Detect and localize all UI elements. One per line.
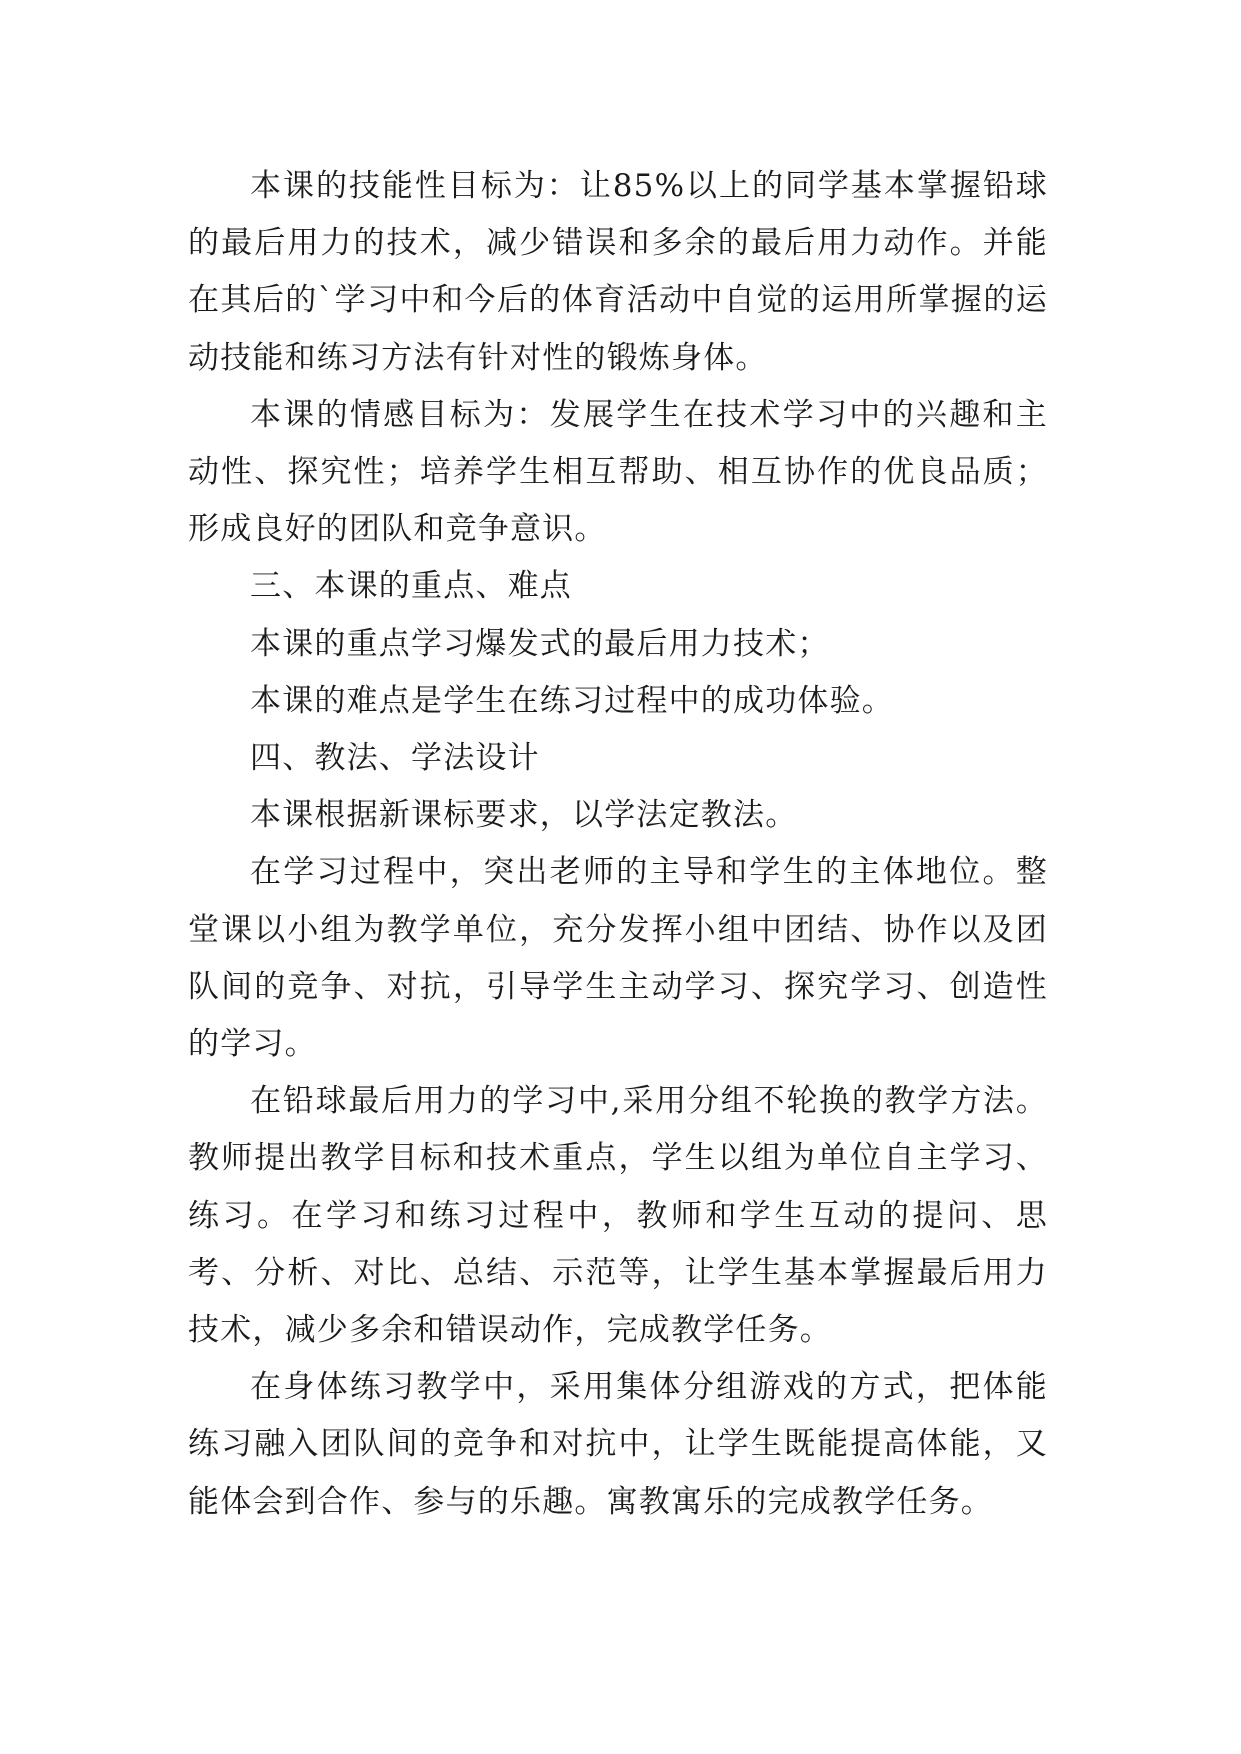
paragraph-curriculum-basis: 本课根据新课标要求，以学法定教法。 — [250, 797, 798, 834]
paragraph-key-point: 本课的重点学习爆发式的最后用力技术； — [250, 625, 830, 662]
paragraph-emotional-objective: 本课的情感目标为：发展学生在技术学习中的兴趣和主动性、探究性；培养学生相互帮助、相互协作的优良品质；形成良好的团队和竞争意识。 — [188, 396, 1048, 548]
paragraph-physical-training: 在身体练习教学中，采用集体分组游戏的方式，把体能练习融入团队间的竞争和对抗中，让学生既能提高体能，又能体会到合作、参与的乐趣。寓教寓乐的完成教学任务。 — [188, 1369, 1048, 1520]
paragraph-shot-put-method: 在铅球最后用力的学习中,采用分组不轮换的教学方法。教师提出教学目标和技术重点，学生以组为单位自主学习、练习。在学习和练习过程中，教师和学生互动的提问、思考、分析、对比、总结、示范等，让学生基本掌握最后用力技术，减少多余和错误动作，完成教学任务。 — [188, 1083, 1048, 1349]
paragraph-learning-process: 在学习过程中，突出老师的主导和学生的主体地位。整堂课以小组为教学单位，充分发挥小组中团结、协作以及团队间的竞争、对抗，引导学生主动学习、探究学习、创造性的学习。 — [188, 854, 1048, 1063]
document-body — [188, 158, 1048, 1531]
heading-teaching-method-design: 四、教法、学法设计 — [250, 740, 540, 777]
heading-key-difficult-points: 三、本课的重点、难点 — [250, 568, 572, 605]
paragraph-skill-objective: 本课的技能性目标为：让85%以上的同学基本掌握铅球的最后用力的技术，减少错误和多余的最后用力动作。并能在其后的`学习中和今后的体育活动中自觉的运用所掌握的运动技能和练习方法有针对性的锻炼身体。 — [188, 168, 1048, 376]
paragraph-difficult-point: 本课的难点是学生在练习过程中的成功体验。 — [250, 682, 894, 719]
